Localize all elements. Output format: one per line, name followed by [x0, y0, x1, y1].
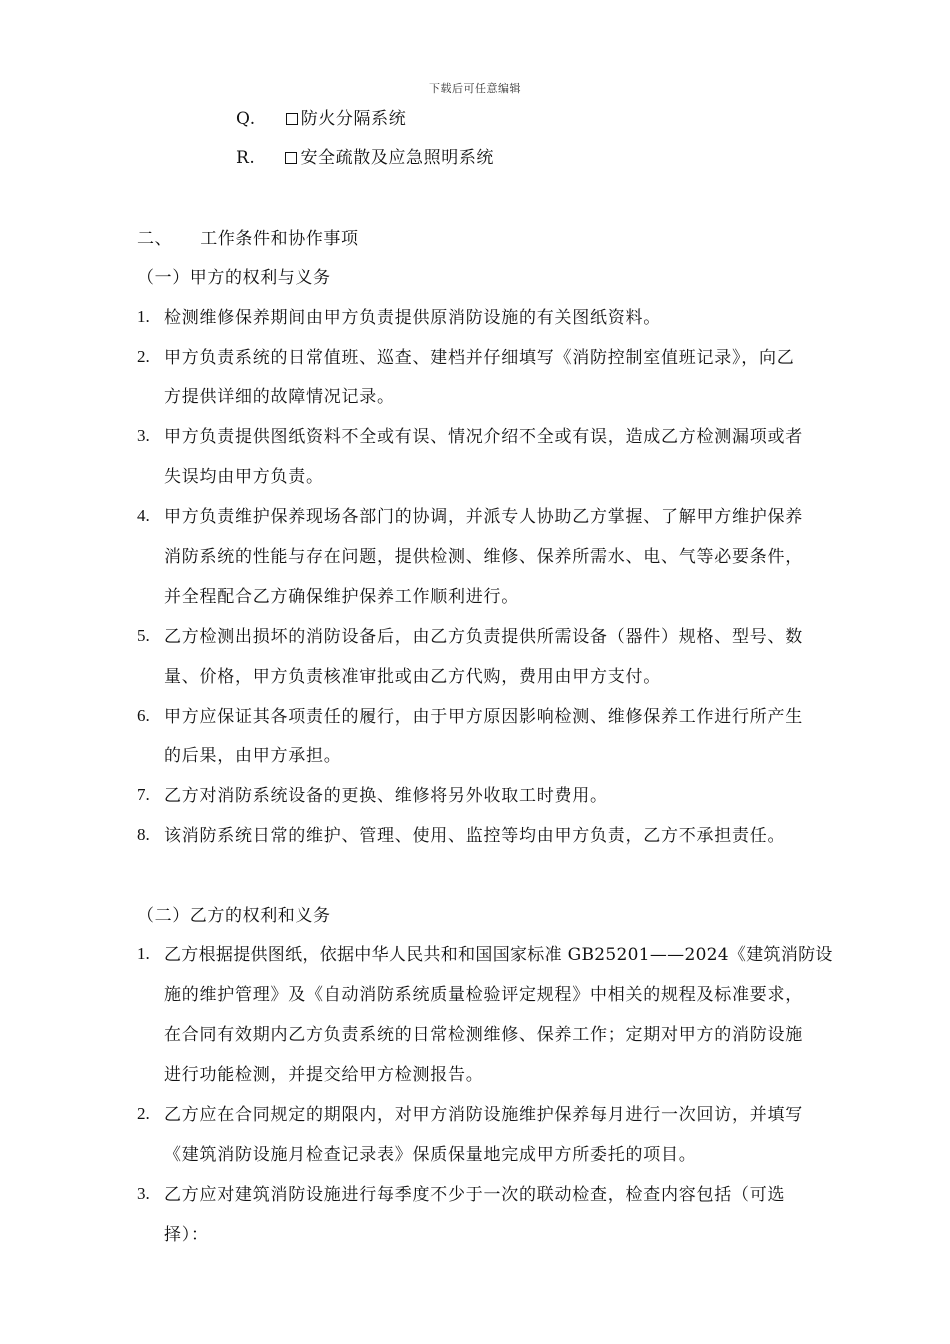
item-text: 的后果，由甲方承担。: [164, 746, 342, 766]
item-text: 甲方负责维护保养现场各部门的协调，并派专人协助乙方掌握、了解甲方维护保养: [164, 507, 803, 527]
item-text: 甲方负责系统的日常值班、巡查、建档并仔细填写《消防控制室值班记录》，向乙: [164, 348, 795, 368]
item-number: 1.: [137, 944, 150, 963]
item-number: 1.: [137, 307, 150, 326]
item-text: 乙方应对建筑消防设施进行每季度不少于一次的联动检查，检查内容包括（可选: [164, 1185, 786, 1205]
checklist-item-r: [236, 147, 494, 169]
item-number: 7.: [137, 785, 150, 804]
item-number: 3.: [137, 426, 150, 445]
checklist-label: 防火分隔系统: [300, 109, 407, 129]
item-text: 检测维修保养期间由甲方负责提供原消防设施的有关图纸资料。: [164, 308, 661, 328]
item-text: 乙方检测出损坏的消防设备后，由乙方负责提供所需设备（器件）规格、型号、数: [164, 627, 803, 647]
item-number: 8.: [137, 825, 150, 844]
item-number: 5.: [137, 626, 150, 645]
checkbox-icon: [285, 152, 297, 164]
section-title: 工作条件和协作事项: [200, 229, 359, 249]
item-text: 乙方根据提供图纸，依据中华人民共和和国国家标准 GB25201——2024《建筑消防设: [164, 945, 833, 965]
item-number: 2.: [137, 1104, 150, 1123]
item-text: 施的维护管理》及《自动消防系统质量检验评定规程》中相关的规程及标准要求，: [164, 985, 803, 1005]
checklist-item-q: [236, 108, 406, 130]
item-number: 2.: [137, 347, 150, 366]
item-text: 择）：: [164, 1225, 209, 1245]
item-text: 方提供详细的故障情况记录。: [164, 387, 395, 407]
item-text: 《建筑消防设施月检查记录表》保质保量地完成甲方所委托的项目。: [164, 1145, 697, 1165]
item-text: 甲方负责提供图纸资料不全或有误、情况介绍不全或有误，造成乙方检测漏项或者: [164, 427, 803, 447]
checklist-marker: Q.: [236, 109, 256, 129]
item-text: 甲方应保证其各项责任的履行，由于甲方原因影响检测、维修保养工作进行所产生: [164, 707, 803, 727]
item-text: 在合同有效期内乙方负责系统的日常检测维修、保养工作；定期对甲方的消防设施: [164, 1025, 803, 1045]
item-text: 并全程配合乙方确保维护保养工作顺利进行。: [164, 587, 519, 607]
item-text: 乙方对消防系统设备的更换、维修将另外收取工时费用。: [164, 786, 608, 806]
section-marker: 二、: [137, 229, 173, 249]
subsection-title-party-a: （一）甲方的权利与义务: [137, 268, 331, 288]
item-number: 4.: [137, 506, 150, 525]
section-heading: [137, 228, 359, 250]
item-text: 失误均由甲方负责。: [164, 467, 324, 487]
page-header: 下载后可任意编辑: [429, 82, 521, 95]
item-text: 乙方应在合同规定的期限内，对甲方消防设施维护保养每月进行一次回访，并填写: [164, 1105, 803, 1125]
checkbox-icon: [286, 113, 298, 125]
item-text: 量、价格，甲方负责核准审批或由乙方代购，费用由甲方支付。: [164, 667, 661, 687]
checklist-label: 安全疏散及应急照明系统: [300, 148, 495, 168]
item-text: 消防系统的性能与存在问题，提供检测、维修、保养所需水、电、气等必要条件，: [164, 547, 803, 567]
checklist-marker: R.: [236, 148, 256, 168]
item-number: 3.: [137, 1184, 150, 1203]
subsection-title-party-b: （二）乙方的权利和义务: [137, 906, 331, 926]
item-text: 进行功能检测，并提交给甲方检测报告。: [164, 1065, 484, 1085]
item-text: 该消防系统日常的维护、管理、使用、监控等均由甲方负责，乙方不承担责任。: [164, 826, 786, 846]
item-number: 6.: [137, 706, 150, 725]
